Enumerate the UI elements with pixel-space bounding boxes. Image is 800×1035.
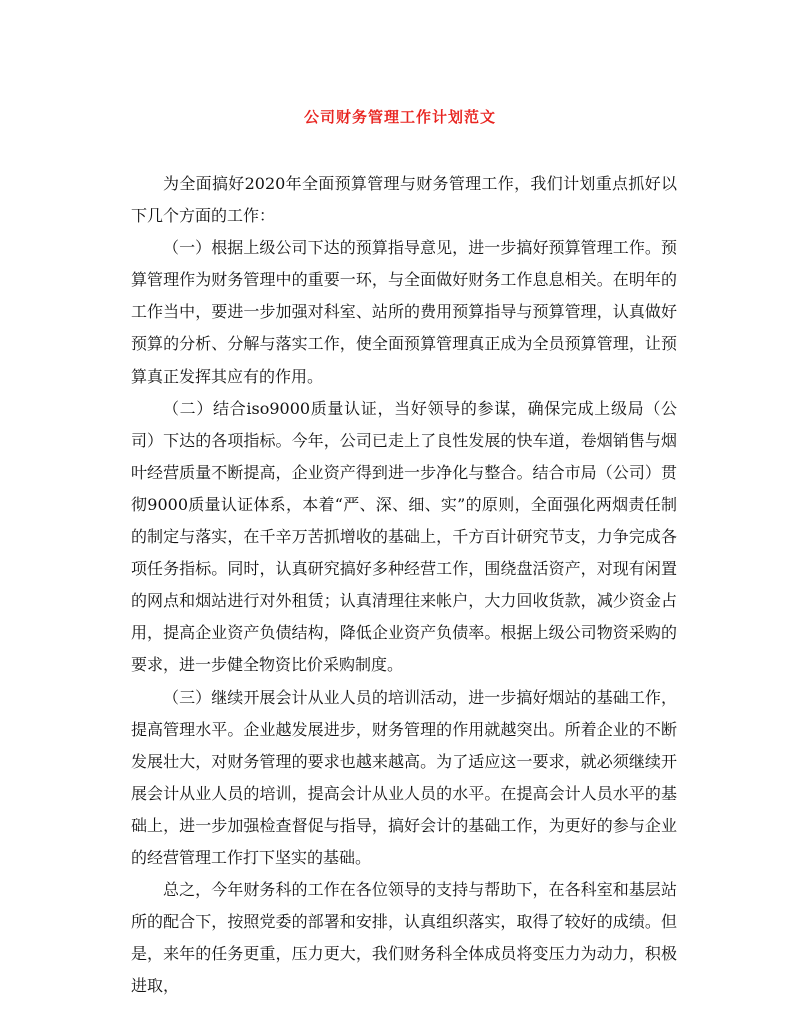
- paragraph-section-3: （三）继续开展会计从业人员的培训活动，进一步搞好烟站的基础工作，提高管理水平。企业越发展进步，财务管理的作用就越突出。所着企业的不断发展壮大，对财务管理的要求也越来越高。为了适应这一要求，就必须继续开展会计从业人员的培训，提高会计从业人员的水平。在提高会计人员水平的基础上，进一步加强检查督促与指导，搞好会计的基础工作，为更好的参与企业的经营管理工作打下坚实的基础。: [131, 687, 677, 867]
- paragraph-section-2: （二）结合iso9000质量认证，当好领导的参谋，确保完成上级局（公司）下达的各项指标。今年，公司已走上了良性发展的快车道，卷烟销售与烟叶经营质量不断提高，企业资产得到进一步净化与整合。结合市局（公司）贯彻9000质量认证体系，本着“严、深、细、实”的原则，全面强化两烟责任制的制定与落实，在千辛万苦抓增收的基础上，千方百计研究节支，力争完成各项任务指标。同时，认真研究搞好多种经营工作，围绕盘活资产，对现有闲置的网点和烟站进行对外租赁；认真清理往来帐户，大力回收货款，减少资金占用，提高企业资产负债结构，降低企业资产负债率。根据上级公司物资采购的要求，进一步健全物资比价采购制度。: [131, 398, 677, 675]
- document-title: 公司财务管理工作计划范文: [303, 108, 496, 126]
- paragraph-intro: 为全面搞好2020年全面预算管理与财务管理工作，我们计划重点抓好以下几个方面的工作：: [131, 174, 677, 226]
- paragraph-section-1: （一）根据上级公司下达的预算指导意见，进一步搞好预算管理工作。预算管理作为财务管理中的重要一环，与全面做好财务工作息息相关。在明年的工作当中，要进一步加强对科室、站所的费用预算指导与预算管理，认真做好预算的分析、分解与落实工作，使全面预算管理真正成为全员预算管理，让预算真正发挥其应有的作用。: [131, 238, 677, 386]
- paragraph-conclusion: 总之，今年财务科的工作在各位领导的支持与帮助下，在各科室和基层站所的配合下，按照党委的部署和安排，认真组织落实，取得了较好的成绩。但是，来年的任务更重，压力更大，我们财务科全体成员将变压力为动力，积极进取，: [131, 880, 677, 996]
- document-body: [131, 168, 677, 1002]
